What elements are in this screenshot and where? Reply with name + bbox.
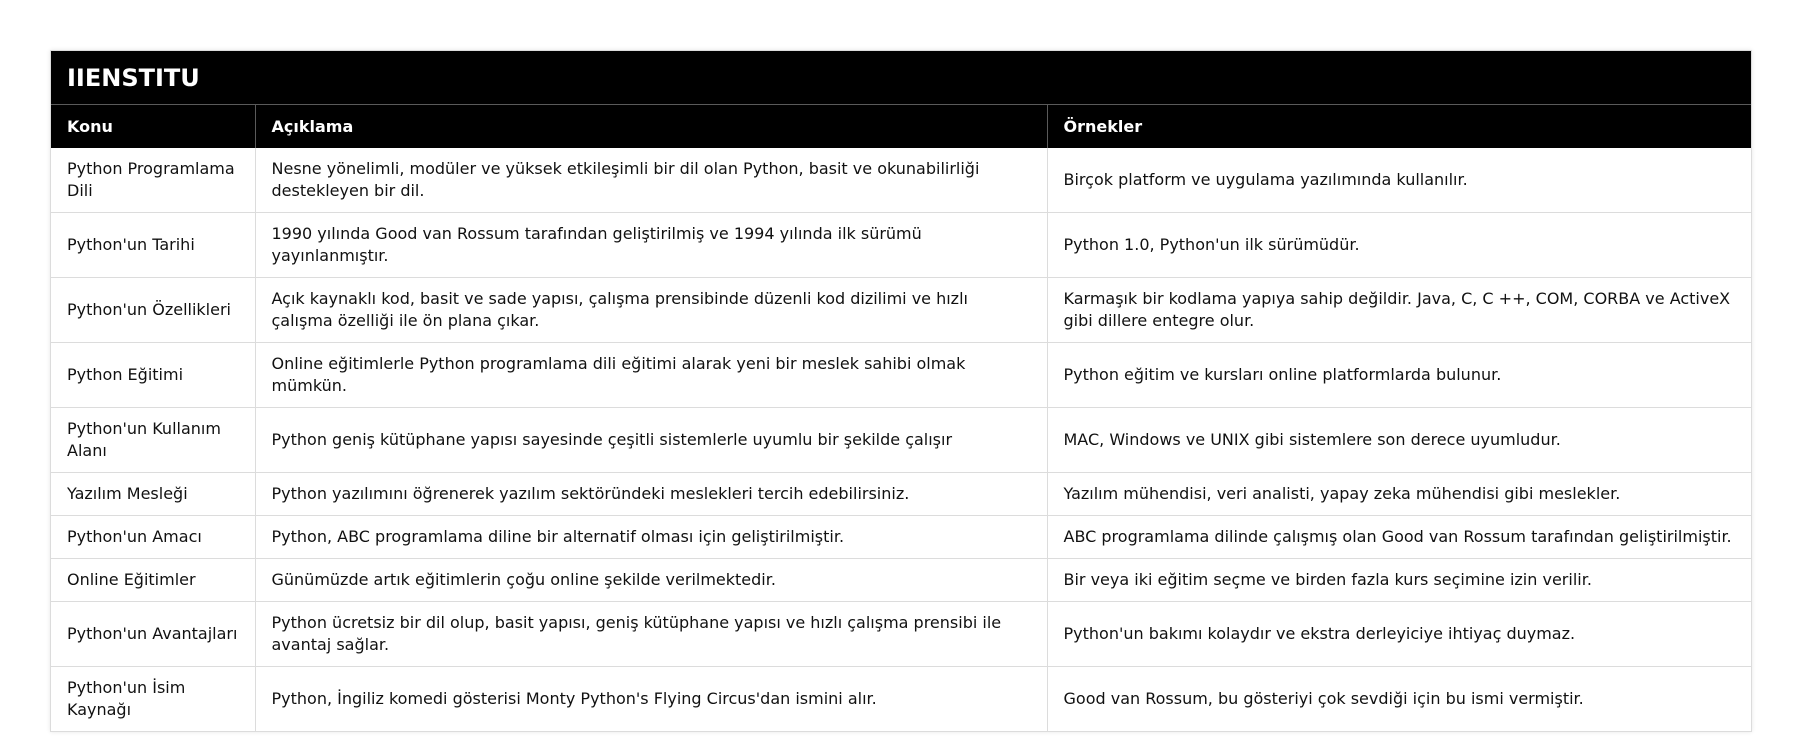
cell-aciklama: Nesne yönelimli, modüler ve yüksek etkileşimli bir dil olan Python, basit ve okunabilirliği destekleyen bir dil. (255, 148, 1047, 213)
cell-konu: Python'un Amacı (51, 516, 255, 559)
cell-ornekler: Yazılım mühendisi, veri analisti, yapay zeka mühendisi gibi meslekler. (1047, 473, 1751, 516)
table-row (51, 213, 1751, 278)
cell-ornekler: Good van Rossum, bu gösteriyi çok sevdiği için bu ismi vermiştir. (1063, 689, 1584, 708)
table-header-row (51, 105, 1751, 149)
cell-konu: Python Programlama Dili (51, 148, 255, 213)
cell-aciklama: Python geniş kütüphane yapısı sayesinde çeşitli sistemlerle uyumlu bir şekilde çalışır (255, 408, 1047, 473)
table-row (51, 602, 1751, 667)
cell-aciklama: Günümüzde artık eğitimlerin çoğu online şekilde verilmektedir. (255, 559, 1047, 602)
cell-konu: Python'un İsim Kaynağı (51, 667, 255, 732)
cell-aciklama: Açık kaynaklı kod, basit ve sade yapısı, çalışma prensibinde düzenli kod dizilimi ve hızlı çalışma özelliği ile ön plana çıkar. (255, 278, 1047, 343)
cell-ornekler: MAC, Windows ve UNIX gibi sistemlere son derece uyumludur. (1047, 408, 1751, 473)
cell-konu: Python Eğitimi (51, 343, 255, 408)
cell-ornekler: Karmaşık bir kodlama yapıya sahip değildir. Java, C, C ++, COM, CORBA ve ActiveX gibi dillere entegre olur. (1047, 278, 1751, 343)
cell-konu: Python'un Avantajları (51, 602, 255, 667)
cell-konu: Python'un Özellikleri (51, 278, 255, 343)
column-header-konu: Konu (51, 105, 255, 149)
table-row (51, 148, 1751, 213)
cell-konu: Yazılım Mesleği (51, 473, 255, 516)
table-title-row (51, 51, 1751, 105)
table-row (51, 278, 1751, 343)
table-row (51, 343, 1751, 408)
cell-ornekler: Python 1.0, Python'un ilk sürümüdür. (1047, 213, 1751, 278)
cell-ornekler: ABC programlama dilinde çalışmış olan Good van Rossum tarafından geliştirilmiştir. (1047, 516, 1751, 559)
cell-konu: Online Eğitimler (51, 559, 255, 602)
cell-konu: Python'un Tarihi (51, 213, 255, 278)
data-table (51, 51, 1751, 731)
cell-konu: Python'un Kullanım Alanı (51, 408, 255, 473)
cell-ornekler: Bir veya iki eğitim seçme ve birden fazla kurs seçimine izin verilir. (1047, 559, 1751, 602)
column-header-aciklama: Açıklama (255, 105, 1047, 149)
table-row (51, 559, 1751, 602)
cell-aciklama: Python, ABC programlama diline bir alternatif olması için geliştirilmiştir. (255, 516, 1047, 559)
cell-aciklama: 1990 yılında Good van Rossum tarafından geliştirilmiş ve 1994 yılında ilk sürümü yayınlanmıştır. (255, 213, 1047, 278)
table-row (51, 516, 1751, 559)
table-row (51, 473, 1751, 516)
cell-aciklama: Python ücretsiz bir dil olup, basit yapısı, geniş kütüphane yapısı ve hızlı çalışma prensibi ile avantaj sağlar. (255, 602, 1047, 667)
table-row (51, 667, 1751, 732)
column-header-ornekler: Örnekler (1047, 105, 1751, 149)
table-row (51, 408, 1751, 473)
cell-aciklama: Python, İngiliz komedi gösterisi Monty Python's Flying Circus'dan ismini alır. (255, 667, 1047, 732)
cell-ornekler: Birçok platform ve uygulama yazılımında kullanılır. (1047, 148, 1751, 213)
cell-aciklama: Online eğitimlerle Python programlama dili eğitimi alarak yeni bir meslek sahibi olmak mümkün. (255, 343, 1047, 408)
table-title: IIENSTITU (51, 51, 1751, 105)
cell-ornekler: Python eğitim ve kursları online platformlarda bulunur. (1047, 343, 1751, 408)
cell-aciklama: Python yazılımını öğrenerek yazılım sektöründeki meslekleri tercih edebilirsiniz. (255, 473, 1047, 516)
data-table-container (50, 50, 1752, 732)
cell-ornekler: Python'un bakımı kolaydır ve ekstra derleyiciye ihtiyaç duymaz. (1047, 602, 1751, 667)
